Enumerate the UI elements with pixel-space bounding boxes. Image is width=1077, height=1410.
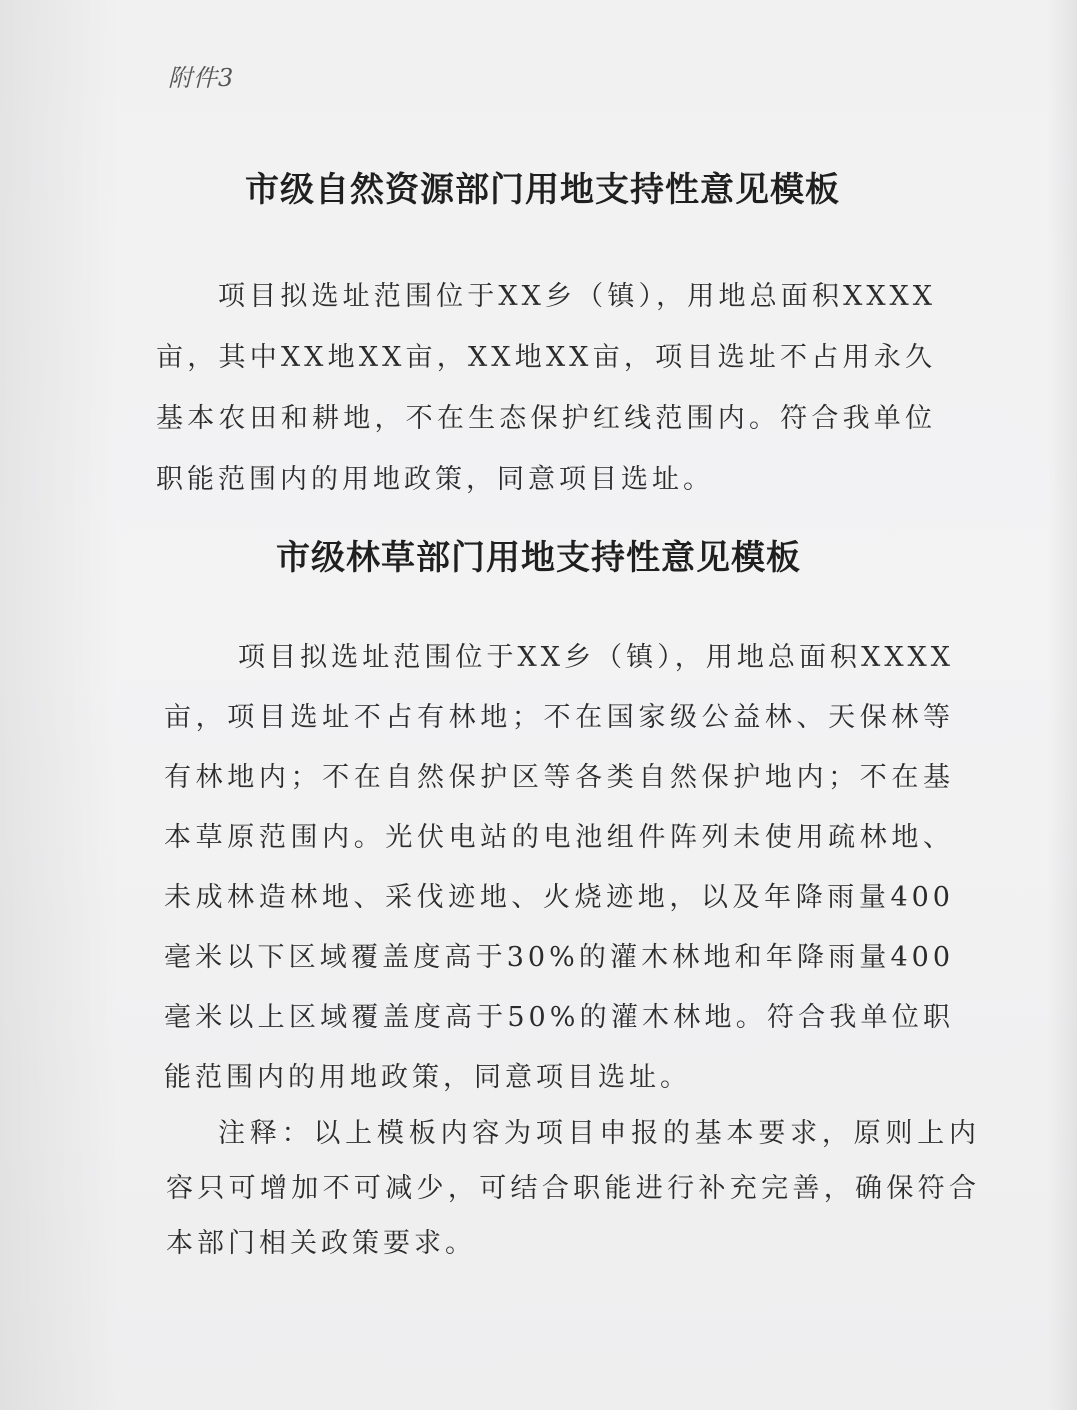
note-text: 以上模板内容为项目申报的基本要求，原则上内容只可增加不可减少，可结合职能进行补充完善，确保符合本部门相关政策要求。 — [166, 1118, 981, 1259]
section-title-forestry-grassland: 市级林草部门用地支持性意见模板 — [276, 538, 801, 578]
attachment-label: 附件3 — [168, 64, 235, 92]
section-body-forestry-grassland: 项目拟选址范围位于XX乡（镇），用地总面积XXXX亩，项目选址不占有林地；不在国家级公益林、天保林等有林地内；不在自然保护区等各类自然保护地内；不在基本草原范围内。光伏电站的电池组件阵列未使用疏林地、未成林造林地、采伐迹地、火烧迹地，以及年降雨量400毫米以下区域覆盖度高于30%的灌木林地和年降雨量400毫米以上区域覆盖度高于50%的灌木林地。符合我单位职能范围内的用地政策，同意项目选址。 — [164, 642, 954, 1093]
section-body-natural-resources: 项目拟选址范围位于XX乡（镇），用地总面积XXXX亩，其中XX地XX亩，XX地XX亩，项目选址不占用永久基本农田和耕地，不在生态保护红线范围内。符合我单位职能范围内的用地政策，同意项目选址。 — [156, 281, 936, 495]
section-title-natural-resources: 市级自然资源部门用地支持性意见模板 — [245, 170, 840, 210]
paper-shadow — [0, 0, 120, 1410]
note-label: 注释： — [218, 1118, 314, 1149]
note-paragraph — [166, 1106, 980, 1271]
paper-edge-shadow — [1047, 0, 1077, 1410]
